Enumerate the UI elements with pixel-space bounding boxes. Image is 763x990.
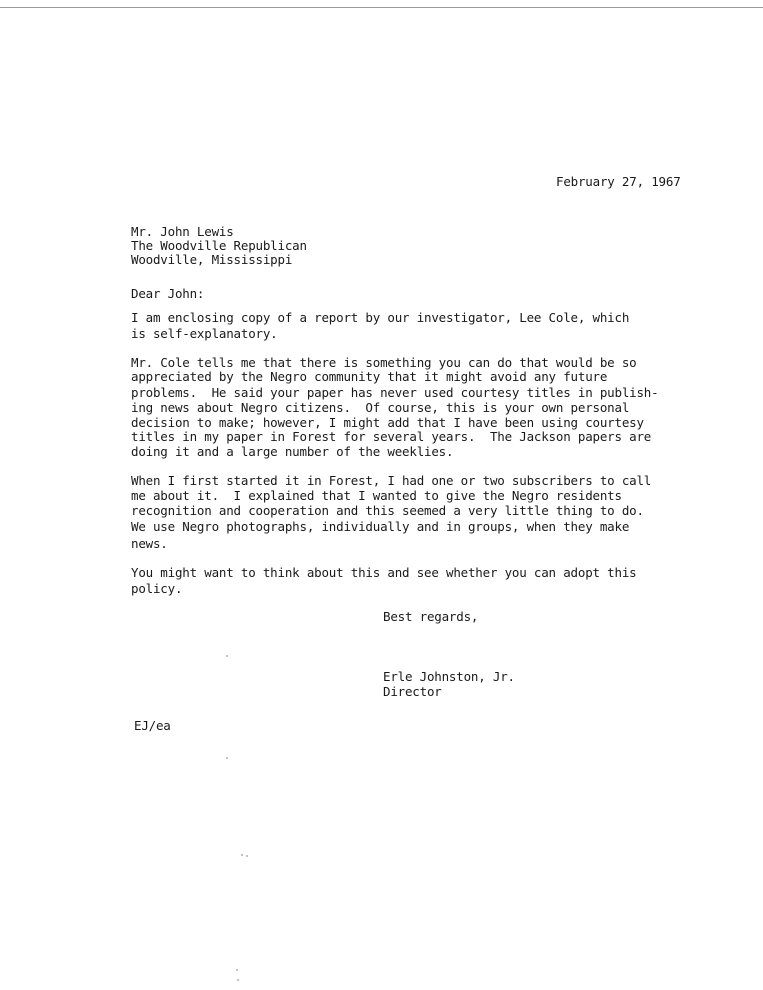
typist-initials: EJ/ea <box>134 718 171 733</box>
paragraph-line: policy. <box>131 581 183 596</box>
paragraph-line: recognition and cooperation and this seemed a very little thing to do. <box>131 503 644 518</box>
paragraph-line: problems. He said your paper has never used courtesy titles in publish- <box>131 385 659 400</box>
paragraph-line: doing it and a large number of the weeklies. <box>131 444 454 459</box>
paragraph-line: titles in my paper in Forest for several years. The Jackson papers are <box>131 429 652 444</box>
scan-speck <box>246 855 248 857</box>
scan-speck <box>236 969 238 971</box>
signer-title: Director <box>383 684 442 699</box>
recipient-name: Mr. John Lewis <box>131 224 234 239</box>
paragraph-line: When I first started it in Forest, I had one or two subscribers to call <box>131 473 652 488</box>
paragraph-line: is self-explanatory. <box>131 326 278 341</box>
signer-name: Erle Johnston, Jr. <box>383 669 515 684</box>
scan-speck <box>226 757 228 759</box>
paragraph-line: news. <box>131 536 168 551</box>
recipient-city: Woodville, Mississippi <box>131 252 293 267</box>
paragraph-line: appreciated by the Negro community that it might avoid any future <box>131 369 608 384</box>
paragraph-line: ing news about Negro citizens. Of course, this is your own personal <box>131 400 630 415</box>
paragraph-line: You might want to think about this and see whether you can adopt this <box>131 565 637 580</box>
scan-speck <box>241 854 243 856</box>
paragraph-line: We use Negro photographs, individually and in groups, when they make <box>131 519 630 534</box>
paragraph-line: decision to make; however, I might add that I have been using courtesy <box>131 415 644 430</box>
paragraph-line: I am enclosing copy of a report by our investigator, Lee Cole, which <box>131 310 630 325</box>
letter-date: February 27, 1967 <box>556 174 681 189</box>
scan-speck <box>237 979 239 981</box>
salutation: Dear John: <box>131 286 205 301</box>
paragraph-line: me about it. I explained that I wanted to give the Negro residents <box>131 488 622 503</box>
scan-speck <box>226 655 228 657</box>
page-top-edge <box>0 7 763 8</box>
recipient-organization: The Woodville Republican <box>131 238 307 253</box>
closing: Best regards, <box>383 609 479 624</box>
paragraph-line: Mr. Cole tells me that there is something you can do that would be so <box>131 355 637 370</box>
